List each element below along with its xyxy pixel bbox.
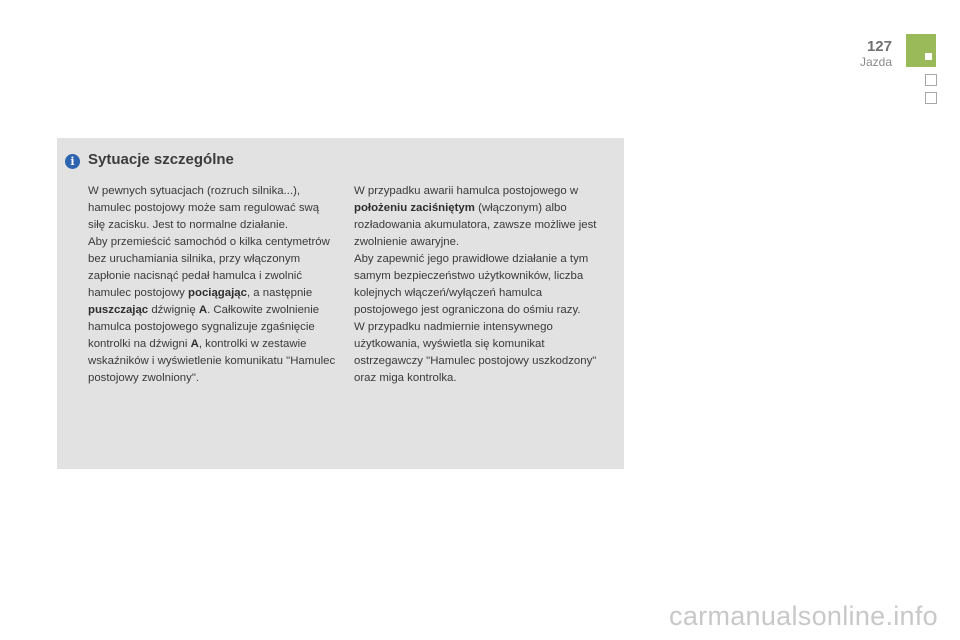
chapter-tab[interactable] xyxy=(925,74,937,86)
paragraph-text: (włączonym) albo rozładowania akumulatora, zawsze możliwe jest zwolnienie awaryjne. xyxy=(354,202,597,248)
paragraph-text: W pewnych sytuacjach (rozruch silnika...), hamulec postojowy może sam regulować swą siłę zacisku. Jest to normalne działanie. xyxy=(88,185,320,231)
paragraph-text: W przypadku nadmiernie intensywnego użytkowania, wyświetla się komunikat ostrzegawczy "Hamulec postojowy uszkodzony" oraz miga kontrolka. xyxy=(354,321,597,384)
watermark: carmanualsonline.info xyxy=(669,601,938,631)
left-column xyxy=(88,183,338,387)
chapter-tab-active[interactable] xyxy=(906,34,936,67)
paragraph-text: Aby przemieścić samochód o kilka centymetrów bez uruchamiania silnika, przy włączonym zapłonie nacisnąć pedał hamulca i zwolnić hamulec postojowy xyxy=(88,236,330,299)
emphasis-text: A xyxy=(198,304,208,316)
chapter-tab[interactable] xyxy=(925,92,937,104)
paragraph-text: , a następnie xyxy=(246,287,313,299)
paragraph-text: W przypadku awarii hamulca postojowego w xyxy=(354,185,579,197)
square-icon xyxy=(925,53,932,60)
emphasis-text: położeniu zaciśniętym xyxy=(354,202,475,214)
paragraph-text: dźwignię xyxy=(151,304,196,316)
paragraph-text: Aby zapewnić jego prawidłowe działanie a tym samym bezpieczeństwo użytkowników, liczba kolejnych włączeń/wyłączeń hamulca postojowego jest ograniczona do ośmiu razy. xyxy=(354,253,589,316)
right-column xyxy=(354,183,609,387)
section-title: Jazda xyxy=(859,55,892,69)
panel-heading: Sytuacje szczególne xyxy=(88,151,234,168)
emphasis-text: puszczając xyxy=(88,304,149,316)
paragraph-text: . Całkowite zwolnienie hamulca postojowego sygnalizuje zgaśnięcie kontrolki na dźwigni xyxy=(88,304,320,350)
info-icon: i xyxy=(65,154,80,169)
emphasis-text: pociągając xyxy=(188,287,247,299)
page-number: 127 xyxy=(866,38,892,55)
emphasis-text: A xyxy=(190,338,199,350)
info-panel xyxy=(57,138,624,469)
paragraph-text: , kontrolki w zestawie wskaźników i wyświetlenie komunikatu "Hamulec postojowy zwolniony". xyxy=(88,338,336,384)
